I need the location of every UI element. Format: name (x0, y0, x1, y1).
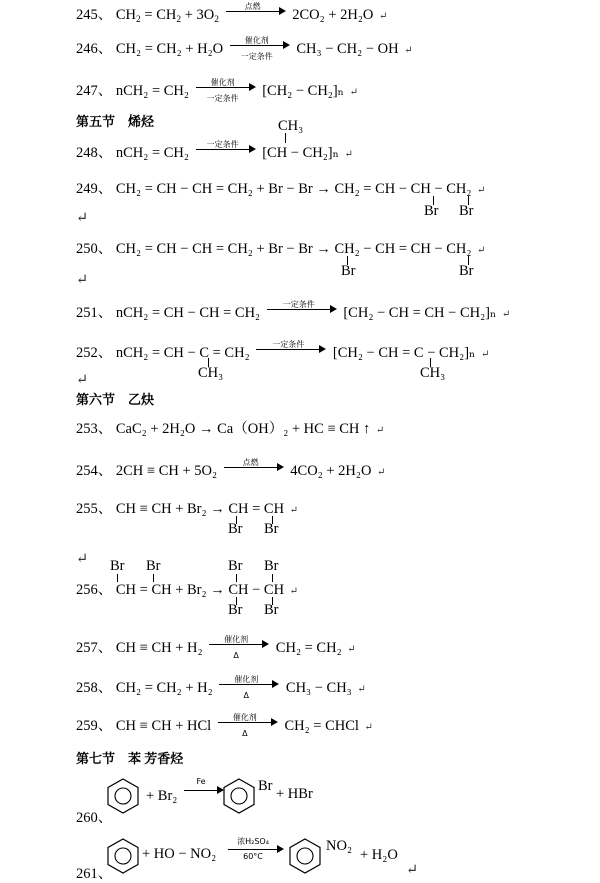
section-heading-acetylene: 第六节 乙炔 (76, 392, 155, 407)
reaction-arrow: 一定条件 (256, 342, 326, 356)
reaction-arrow: 催化剂 Δ (209, 637, 269, 651)
bromine-substituent: Br (424, 203, 439, 219)
reaction-arrow: 点燃 (226, 4, 286, 18)
reaction-number: 253、 (76, 421, 113, 437)
reaction-248 (76, 142, 353, 164)
products: [CH₂ − CH = C − CH₂]ₙ (332, 345, 476, 361)
paragraph-mark: ↵ (364, 722, 373, 733)
methyl-branch: CH₃ (198, 365, 224, 381)
reaction-number: 256、 (76, 582, 113, 598)
reaction-253: 253、 CaC₂ + 2H₂O → Ca（OH）₂ + HC ≡ CH ↑ ↵ (76, 421, 385, 437)
reaction-257 (76, 637, 356, 659)
reaction-252 (76, 342, 489, 364)
paragraph-mark: ↵ (76, 372, 89, 388)
reactants: CH ≡ CH + Br₂ (115, 501, 207, 517)
products: 4CO₂ + 2H₂O (290, 463, 372, 479)
reactants: $CH_2 = CH_2 + 3O_2$ (115, 7, 220, 25)
paragraph-mark: ↵ (289, 586, 299, 597)
products: CH₂ = CHCl (284, 718, 359, 734)
reactants: + Br₂ (146, 788, 178, 804)
products: CH₃ − CH₂ − OH (296, 41, 399, 57)
reactants: CH ≡ CH + HCl (115, 718, 212, 734)
paragraph-mark: ↵ (357, 684, 366, 695)
products: CH = CH (228, 501, 285, 517)
bromine-substituent: Br (258, 778, 273, 794)
reaction-arrow: 催化剂 Δ (219, 677, 279, 691)
reaction-number: 252、 (76, 345, 113, 361)
products: Ca（OH）₂ + HC ≡ CH ↑ (217, 421, 371, 437)
reaction-arrow: 一定条件 (196, 142, 256, 156)
reaction-arrow: 催化剂 一定条件 (230, 38, 290, 52)
reaction-arrow: 催化剂 一定条件 (196, 80, 256, 94)
reactants: nCH₂ = CH₂ (115, 145, 189, 161)
bromine-substituent: Br (341, 263, 356, 279)
paragraph-mark: ↵ (377, 467, 386, 478)
reaction-251 (76, 302, 510, 324)
nitro-substituent: NO₂ (326, 838, 352, 854)
reaction-258 (76, 677, 366, 699)
products: [CH − CH₂]ₙ (262, 145, 339, 161)
reaction-arrow: 催化剂 Δ (218, 715, 278, 729)
reaction-number: 258、 (76, 680, 113, 696)
reaction-250: 250、 CH₂ = CH − CH = CH₂ + Br − Br → CH₂ − CH = CH − CH₂ ↵ (76, 241, 486, 257)
paragraph-mark: ↵ (480, 349, 490, 360)
reaction-255: 255、 CH ≡ CH + Br₂ → CH = CH ↵ (76, 501, 299, 517)
reactants: CH₂ = CH − CH = CH₂ + Br − Br (115, 241, 313, 257)
paragraph-mark: ↵ (76, 210, 89, 226)
bromine-substituent: Br (228, 602, 243, 618)
bromine-substituent: Br (264, 602, 279, 618)
reactants: nCH₂ = CH − CH = CH₂ (115, 305, 261, 321)
reactants: CH = CH + Br₂ (115, 582, 207, 598)
bromine-substituent: Br (264, 558, 279, 574)
reaction-number: 250、 (76, 241, 113, 257)
paragraph-mark: ↵ (375, 425, 385, 436)
bromobenzene-ring-icon (222, 778, 256, 814)
reactants: nCH₂ = CH₂ (115, 83, 189, 99)
products: CH₂ = CH₂ (275, 640, 342, 656)
products: [CH₂ − CH₂]ₙ (262, 83, 344, 99)
reaction-259 (76, 715, 373, 737)
reaction-number: 245、 (76, 7, 113, 23)
paragraph-mark: ↵ (289, 505, 299, 516)
bromine-substituent: Br (146, 558, 161, 574)
products: 2CO₂ + 2H₂O (292, 7, 374, 23)
reactants: CH₂ = CH₂ + H₂O (115, 41, 224, 57)
reaction-number: 260、 (76, 810, 113, 826)
reactants: + HO − NO₂ (142, 846, 217, 862)
paragraph-mark: ↵ (349, 87, 358, 98)
bromine-substituent: Br (110, 558, 125, 574)
reaction-number: 251、 (76, 305, 113, 321)
methyl-branch: CH₃ (278, 118, 304, 134)
reaction-254 (76, 460, 385, 482)
reaction-number: 247、 (76, 83, 113, 99)
paragraph-mark: ↵ (404, 45, 413, 56)
reaction-arrow: 浓H₂SO₄ 60°C (228, 842, 284, 862)
methyl-branch: CH₃ (420, 365, 446, 381)
nitrobenzene-ring-icon (288, 838, 322, 874)
paragraph-mark: ↵ (347, 644, 356, 655)
reaction-246 (76, 38, 413, 60)
reactants: 2CH ≡ CH + 5O₂ (115, 463, 218, 479)
products: [CH₂ − CH = CH − CH₂]ₙ (343, 305, 497, 321)
bromine-substituent: Br (459, 263, 474, 279)
paragraph-mark: ↵ (76, 272, 89, 288)
products: CH₂ = CH − CH − CH₂ (334, 181, 472, 197)
reaction-256: 256、 CH = CH + Br₂ → CH − CH ↵ (76, 582, 299, 598)
reaction-number: 255、 (76, 501, 113, 517)
section-heading-aromatics: 第七节 苯 芳香烃 (76, 751, 184, 766)
bromine-substituent: Br (264, 521, 279, 537)
reactants: nCH₂ = CH − C = CH₂ (115, 345, 250, 361)
bromine-substituent: Br (228, 558, 243, 574)
reaction-arrow: 点燃 (224, 460, 284, 474)
paragraph-mark: ↵ (477, 245, 486, 256)
paragraph-mark: ↵ (76, 551, 89, 567)
products: CH₂ − CH = CH − CH₂ (334, 241, 472, 257)
bromine-substituent: Br (228, 521, 243, 537)
reactants: CH₂ = CH − CH = CH₂ + Br − Br (115, 181, 313, 197)
section-heading-alkenes: 第五节 烯烃 (76, 114, 155, 129)
products: CH₃ − CH₃ (285, 680, 352, 696)
reactants: CaC₂ + 2H₂O (115, 421, 196, 437)
reaction-245 (76, 4, 387, 26)
products: CH − CH (228, 582, 285, 598)
reaction-247 (76, 80, 358, 102)
reaction-number: 254、 (76, 463, 113, 479)
reaction-number: 248、 (76, 145, 113, 161)
paragraph-mark: ↵ (501, 309, 511, 320)
products: + H₂O (360, 847, 398, 863)
reaction-number: 246、 (76, 41, 113, 57)
reaction-number: 249、 (76, 181, 113, 197)
reaction-number: 257、 (76, 640, 113, 656)
reaction-249: 249、 CH₂ = CH − CH = CH₂ + Br − Br → CH₂ = CH − CH − CH₂ ↵ (76, 181, 486, 197)
paragraph-mark: ↵ (406, 862, 419, 878)
reaction-arrow: Fe (184, 783, 224, 803)
reactants: CH ≡ CH + H₂ (115, 640, 203, 656)
paragraph-mark: ↵ (379, 11, 388, 22)
reaction-number: 261、 (76, 866, 113, 882)
reaction-number: 259、 (76, 718, 113, 734)
reactants: CH₂ = CH₂ + H₂ (115, 680, 213, 696)
products: + HBr (276, 786, 313, 802)
paragraph-mark: ↵ (344, 149, 353, 160)
reaction-arrow: 一定条件 (267, 302, 337, 316)
paragraph-mark: ↵ (477, 185, 486, 196)
bromine-substituent: Br (459, 203, 474, 219)
